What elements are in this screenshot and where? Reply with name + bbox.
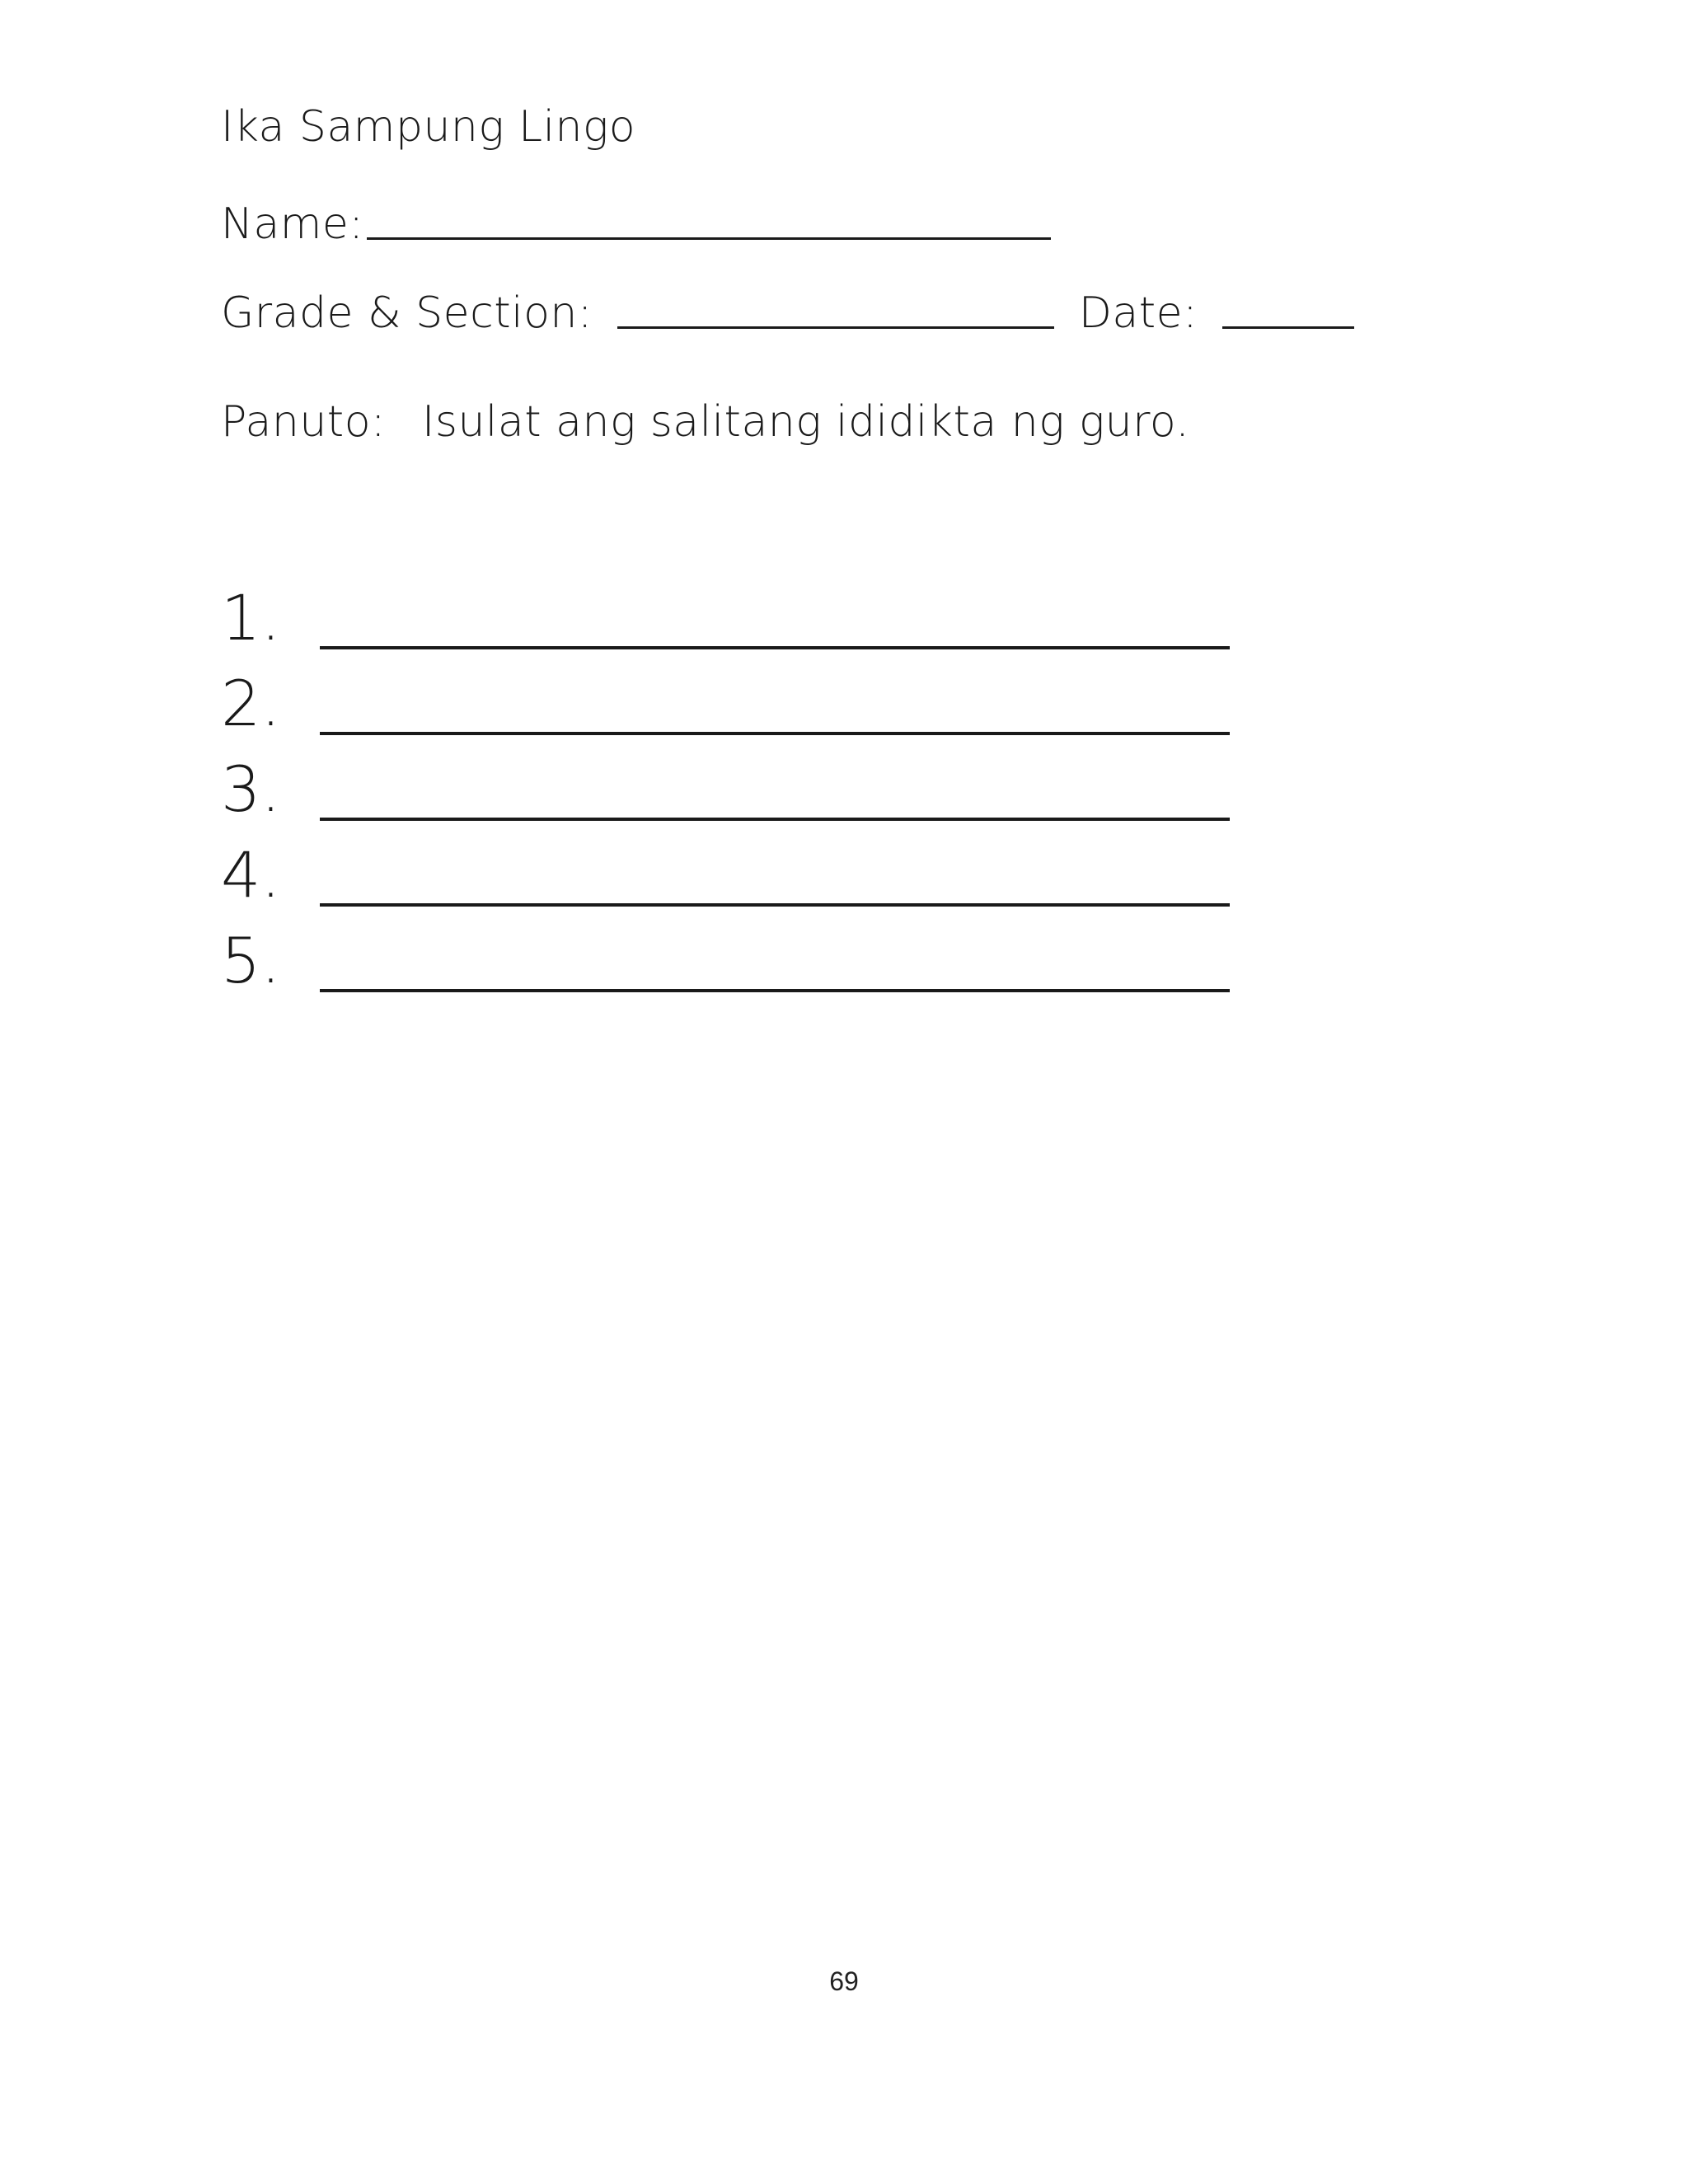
answer-number: 3. <box>221 752 281 826</box>
name-row <box>221 199 1051 249</box>
answer-item <box>221 924 1292 1015</box>
grade-date-row <box>221 288 1354 338</box>
answer-list <box>221 581 1292 1015</box>
instruction-row <box>221 397 1190 447</box>
name-blank-field[interactable] <box>367 237 1051 240</box>
answer-number: 1. <box>221 581 281 654</box>
page-number: 69 <box>829 1966 859 1996</box>
answer-item <box>221 581 1292 673</box>
answer-item <box>221 838 1292 930</box>
date-label: Date: <box>1078 288 1198 338</box>
answer-blank-field[interactable] <box>320 903 1230 907</box>
grade-section-label: Grade & Section: <box>221 288 593 338</box>
answer-number: 4. <box>221 838 281 912</box>
answer-blank-field[interactable] <box>320 732 1230 735</box>
answer-item <box>221 667 1292 758</box>
answer-number: 2. <box>221 667 281 740</box>
name-label: Name: <box>221 199 364 249</box>
answer-item <box>221 752 1292 844</box>
instruction-label: Panuto: <box>221 397 387 447</box>
answer-blank-field[interactable] <box>320 818 1230 821</box>
worksheet-title: Ika Sampung Lingo <box>221 102 636 152</box>
instruction-text: Isulat ang salitang ididikta ng guro. <box>422 397 1190 447</box>
grade-section-blank-field[interactable] <box>617 326 1054 329</box>
answer-blank-field[interactable] <box>320 646 1230 649</box>
answer-blank-field[interactable] <box>320 989 1230 992</box>
date-blank-field[interactable] <box>1222 326 1354 329</box>
answer-number: 5. <box>221 924 281 997</box>
